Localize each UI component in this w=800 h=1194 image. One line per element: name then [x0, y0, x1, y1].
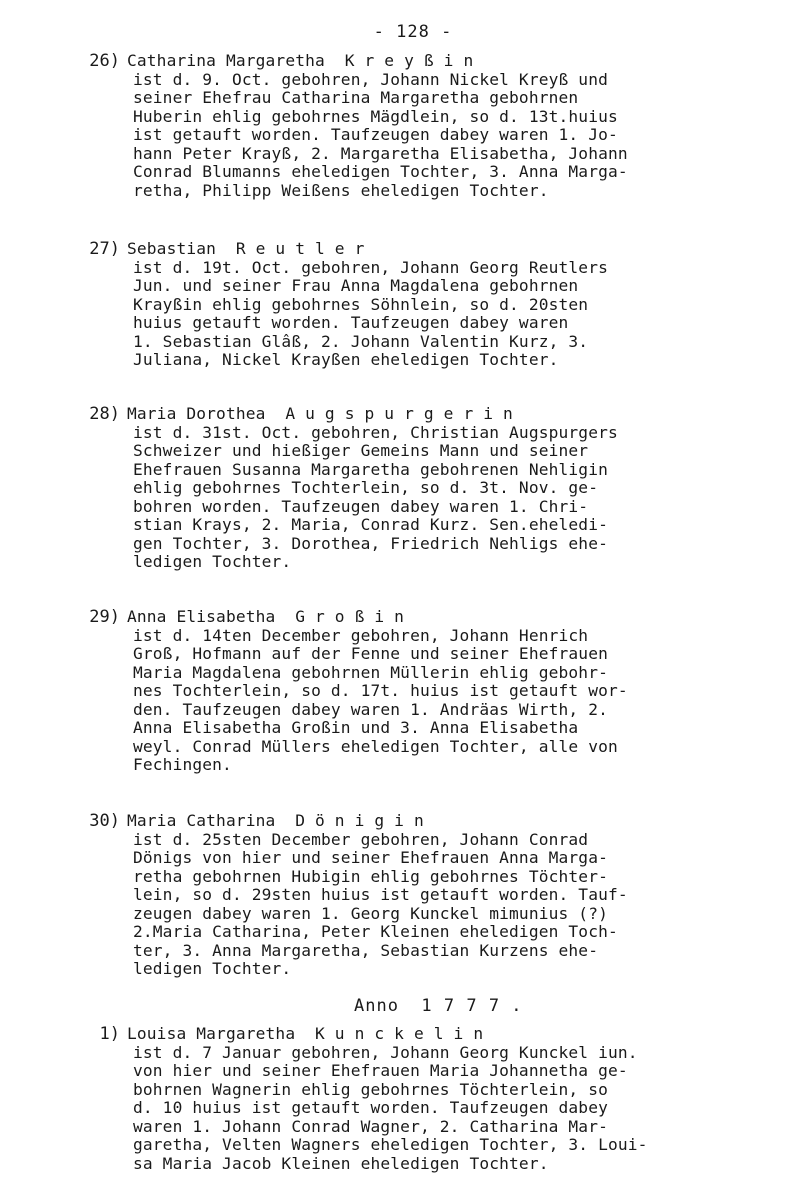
entry-body-line: stian Krays, 2. Maria, Conrad Kurz. Sen.eheledi-	[133, 515, 608, 534]
entry-body-line: 2.Maria Catharina, Peter Kleinen eheledigen Toch-	[133, 922, 618, 941]
year-heading: Anno 1 7 7 7 .	[354, 996, 523, 1016]
entry-number: 29)	[89, 607, 120, 627]
entry-body-line: garetha, Velten Wagners eheledigen Tochter, 3. Loui-	[133, 1135, 648, 1154]
entry-body-line: zeugen dabey waren 1. Georg Kunckel mimunius (?)	[133, 903, 608, 923]
entry-body-line: Conrad Blumanns eheledigen Tochter, 3. Anna Marga-	[133, 162, 628, 181]
entry-body-line: huius getauft worden. Taufzeugen dabey waren	[133, 313, 569, 332]
entry-body-line: ist d. 9. Oct. gebohren, Johann Nickel Kreyß und	[133, 69, 608, 89]
entry-name-line: Sebastian R e u t l e r	[127, 239, 365, 258]
entry-body-line: Juliana, Nickel Krayßen eheledigen Tochter.	[133, 350, 559, 369]
entry-body-line: ehlig gebohrnes Tochterlein, so d. 3t. Nov. ge-	[133, 478, 599, 497]
entry-body-line: Ehefrauen Susanna Margaretha gebohrenen Nehligin	[133, 459, 608, 479]
entry-number: 30)	[89, 811, 120, 831]
entry-body-line: ist d. 14ten December gebohren, Johann Henrich	[133, 625, 589, 645]
entry-body-line: hann Peter Krayß, 2. Margaretha Elisabetha, Johann	[133, 143, 628, 163]
entry-number: 26)	[89, 51, 120, 71]
entry-number: 28)	[89, 404, 120, 424]
entry-body-line: Maria Magdalena gebohrnen Müllerin ehlig gebohr-	[133, 662, 608, 682]
entry-name-line: Catharina Margaretha K r e y ß i n	[127, 51, 474, 70]
entry-body-line: Schweizer und hießiger Gemeins Mann und seiner	[133, 441, 589, 460]
entry-name-line: Maria Catharina D ö n i g i n	[127, 811, 424, 830]
entry-text	[127, 240, 608, 370]
entry-body-line: retha, Philipp Weißens eheledigen Tochter.	[133, 180, 549, 200]
entry-body-line: Groß, Hofmann auf der Fenne und seiner Ehefrauen	[133, 644, 608, 663]
entry-name-line: Anna Elisabetha G r o ß i n	[127, 607, 405, 626]
page-number: - 128 -	[373, 22, 453, 42]
entry-body-line: Fechingen.	[133, 755, 232, 774]
entry-body-line: d. 10 huius ist getauft worden. Taufzeugen dabey	[133, 1098, 608, 1117]
entry-body-line: nes Tochterlein, so d. 17t. huius ist getauft wor-	[133, 681, 628, 700]
entry-body-line: lein, so d. 29sten huius ist getauft worden. Tauf-	[133, 885, 628, 904]
entry-body-line: ist d. 19t. Oct. gebohren, Johann Georg Reutlers	[133, 257, 608, 277]
entry-text	[127, 52, 628, 200]
entry-name-line: Maria Dorothea A u g s p u r g e r i n	[127, 404, 513, 423]
entry-name-line: Louisa Margaretha K u n c k e l i n	[127, 1024, 484, 1043]
entry-body-line: waren 1. Johann Conrad Wagner, 2. Catharina Mar-	[133, 1116, 608, 1136]
entry-body-line: ledigen Tochter.	[133, 959, 292, 978]
entry-body-line: Huberin ehlig gebohrnes Mägdlein, so d. 13t.huius	[133, 106, 618, 126]
entry-body-line: ter, 3. Anna Margaretha, Sebastian Kurzens ehe-	[133, 940, 599, 960]
entry-body-line: weyl. Conrad Müllers eheledigen Tochter, alle von	[133, 736, 618, 756]
entry-body-line: sa Maria Jacob Kleinen eheledigen Tochter.	[133, 1153, 549, 1173]
entry-body-line: ist getauft worden. Taufzeugen dabey waren 1. Jo-	[133, 125, 618, 144]
entry-body-line: retha gebohrnen Hubigin ehlig gebohrnes Töchter-	[133, 866, 608, 886]
entry-body-line: den. Taufzeugen dabey waren 1. Andräas Wirth, 2.	[133, 699, 608, 719]
entry-body-line: Anna Elisabetha Großin und 3. Anna Elisabetha	[133, 718, 579, 737]
entry-body-line: ist d. 31st. Oct. gebohren, Christian Augspurgers	[133, 422, 618, 442]
entry-body-line: gen Tochter, 3. Dorothea, Friedrich Nehligs ehe-	[133, 533, 608, 553]
entry-body-line: ledigen Tochter.	[133, 552, 292, 571]
entry-text	[127, 608, 628, 775]
entry-text	[127, 812, 628, 979]
entry-body-line: von hier und seiner Ehefrauen Maria Johannetha ge-	[133, 1061, 628, 1080]
entry-body-line: Dönigs von hier und seiner Ehefrauen Anna Marga-	[133, 848, 608, 867]
entry-body-line: seiner Ehefrau Catharina Margaretha gebohrnen	[133, 88, 579, 107]
entry-text	[127, 405, 618, 572]
entry-body-line: bohrnen Wagnerin ehlig gebohrnes Töchterlein, so	[133, 1079, 608, 1099]
entry-number: 1)	[99, 1024, 120, 1044]
entry-body-line: Jun. und seiner Frau Anna Magdalena gebohrnen	[133, 276, 579, 295]
entry-body-line: Krayßin ehlig gebohrnes Söhnlein, so d. 20sten	[133, 294, 589, 314]
entry-body-line: ist d. 7 Januar gebohren, Johann Georg Kunckel iun.	[133, 1042, 638, 1062]
entry-text	[127, 1025, 648, 1173]
entry-number: 27)	[89, 239, 120, 259]
entry-body-line: bohren worden. Taufzeugen dabey waren 1. Chri-	[133, 496, 589, 516]
entry-body-line: 1. Sebastian Glâß, 2. Johann Valentin Kurz, 3.	[133, 331, 589, 351]
entry-body-line: ist d. 25sten December gebohren, Johann Conrad	[133, 829, 589, 849]
